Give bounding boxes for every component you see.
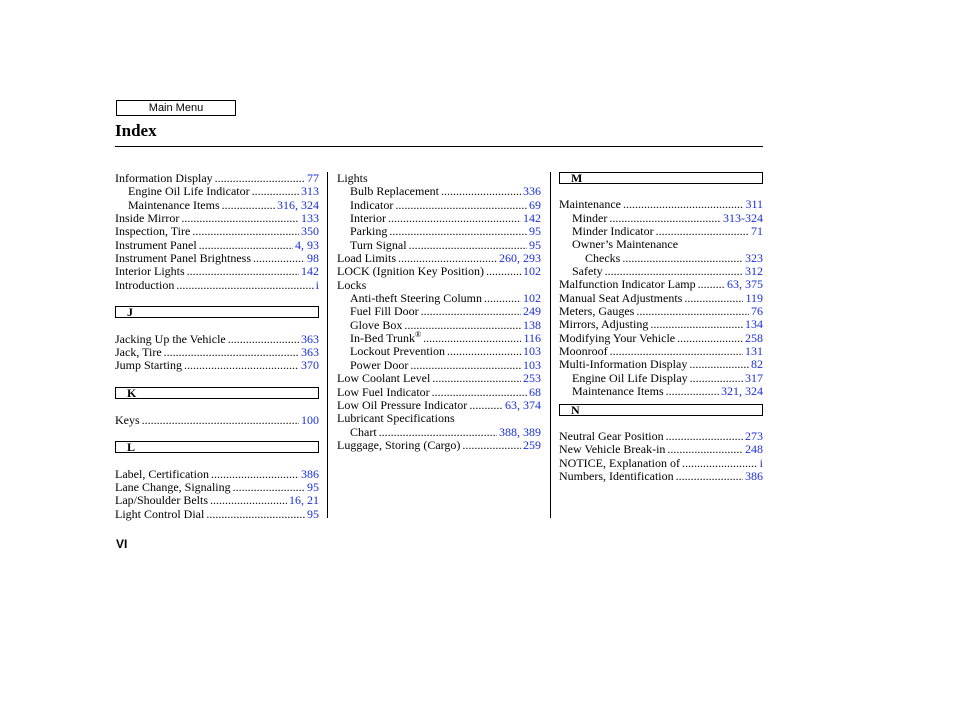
index-entry[interactable] xyxy=(337,185,541,198)
index-entry[interactable] xyxy=(337,199,541,212)
page-link[interactable]: 95 xyxy=(529,224,541,239)
leader-dots xyxy=(398,252,497,265)
index-entry[interactable] xyxy=(337,292,541,305)
page-link[interactable]: 138 xyxy=(523,317,541,332)
entry-label: Jack, Tire xyxy=(115,345,162,360)
page-link[interactable]: 95 xyxy=(307,506,319,521)
index-entry xyxy=(337,279,541,292)
index-entry[interactable] xyxy=(559,385,763,398)
letter-header-j: J xyxy=(115,306,319,318)
index-entry xyxy=(337,412,541,425)
leader-dots xyxy=(389,225,527,238)
page-link[interactable]: 82 xyxy=(751,357,763,372)
page-link[interactable]: 248 xyxy=(745,442,763,457)
index-entry[interactable] xyxy=(115,346,319,359)
entry-label: Power Door xyxy=(350,357,409,372)
entries-i xyxy=(115,172,319,292)
leader-dots xyxy=(233,481,305,494)
page-link[interactable]: 323 xyxy=(745,250,763,265)
leader-dots xyxy=(210,494,287,507)
index-entry[interactable] xyxy=(559,345,763,358)
entry-label: Interior xyxy=(350,211,386,226)
index-entry[interactable] xyxy=(559,198,763,211)
letter-header-k: K xyxy=(115,387,319,399)
index-entry[interactable] xyxy=(115,239,319,252)
entry-label: Lane Change, Signaling xyxy=(115,479,231,494)
index-entry[interactable] xyxy=(559,457,763,470)
leader-dots xyxy=(395,199,527,212)
page-link[interactable]: 134 xyxy=(745,317,763,332)
leader-dots xyxy=(484,292,521,305)
entries-l xyxy=(115,468,319,521)
entry-label: Mirrors, Adjusting xyxy=(559,317,649,332)
index-entry[interactable] xyxy=(115,185,319,198)
entry-label: Jump Starting xyxy=(115,358,183,373)
entry-label: New Vehicle Break-in xyxy=(559,442,666,457)
page-link[interactable]: 95 xyxy=(307,479,319,494)
entry-label: Chart xyxy=(350,424,377,439)
entry-label: In-Bed Trunk® xyxy=(350,330,422,346)
leader-dots xyxy=(142,414,299,427)
entries-l-continued xyxy=(337,172,541,452)
page-link[interactable]: 119 xyxy=(745,290,763,305)
page-link[interactable]: 102 xyxy=(523,264,541,279)
index-entry[interactable] xyxy=(115,225,319,238)
page-link[interactable]: 103 xyxy=(523,344,541,359)
index-entry[interactable] xyxy=(337,305,541,318)
page-link[interactable]: 249 xyxy=(523,304,541,319)
entry-label: Information Display xyxy=(115,171,213,185)
entry-label: Instrument Panel Brightness xyxy=(115,251,251,266)
page-link[interactable]: 313 xyxy=(301,184,319,199)
page-link[interactable]: 350 xyxy=(301,224,319,239)
entry-label: Multi-Information Display xyxy=(559,357,688,372)
page-link[interactable]: 312 xyxy=(745,264,763,279)
entry-label: Locks xyxy=(337,277,367,292)
index-entry[interactable] xyxy=(337,399,541,412)
entry-label: Bulb Replacement xyxy=(350,184,439,199)
leader-dots xyxy=(441,185,521,198)
leader-dots xyxy=(636,305,749,318)
entry-label: Maintenance xyxy=(559,197,621,212)
leader-dots xyxy=(222,199,275,212)
entry-label: Load Limits xyxy=(337,251,396,266)
leader-dots xyxy=(388,212,521,225)
column-divider-1 xyxy=(327,172,328,518)
index-entry[interactable] xyxy=(559,358,763,371)
leader-dots xyxy=(421,305,521,318)
entry-label: Meters, Gauges xyxy=(559,304,635,319)
leader-dots xyxy=(404,319,521,332)
page-link[interactable]: 258 xyxy=(745,330,763,345)
leader-dots xyxy=(666,430,743,443)
page-link[interactable]: 98 xyxy=(307,251,319,266)
page-link[interactable]: 131 xyxy=(745,344,763,359)
entry-label: Manual Seat Adjustments xyxy=(559,290,683,305)
index-entry[interactable] xyxy=(337,386,541,399)
page-link[interactable]: 386 xyxy=(301,466,319,481)
index-entry[interactable] xyxy=(559,305,763,318)
leader-dots xyxy=(423,332,521,345)
index-entry[interactable] xyxy=(115,252,319,265)
entry-label: Parking xyxy=(350,224,388,239)
leader-dots xyxy=(432,372,521,385)
page-link[interactable]: 4, 93 xyxy=(295,237,319,252)
page-link[interactable]: 316, 324 xyxy=(277,197,319,212)
entry-label: Low Coolant Level xyxy=(337,371,431,386)
leader-dots xyxy=(684,292,743,305)
page-link[interactable]: i xyxy=(759,455,763,470)
entry-label: Engine Oil Life Display xyxy=(572,370,688,385)
entry-label: Maintenance Items xyxy=(572,384,664,399)
index-entry[interactable] xyxy=(337,225,541,238)
page-link[interactable]: 102 xyxy=(523,291,541,306)
entry-label: Neutral Gear Position xyxy=(559,428,664,443)
leader-dots xyxy=(252,185,299,198)
index-entry[interactable] xyxy=(337,252,541,265)
leader-dots xyxy=(409,239,527,252)
index-entry[interactable] xyxy=(115,265,319,278)
leader-dots xyxy=(469,399,503,412)
entry-label: Modifying Your Vehicle xyxy=(559,330,676,345)
entry-label: Maintenance Items xyxy=(128,197,220,212)
leader-dots xyxy=(676,470,743,483)
index-entry[interactable] xyxy=(559,318,763,331)
index-entry[interactable] xyxy=(559,265,763,278)
entry-label: Owner’s Maintenance xyxy=(572,237,679,252)
leader-dots xyxy=(410,359,521,372)
page-link[interactable]: 76 xyxy=(751,304,763,319)
entry-label: Safety xyxy=(572,264,603,279)
leader-dots xyxy=(228,333,299,346)
page-link[interactable]: 317 xyxy=(745,370,763,385)
entry-label: Lights xyxy=(337,171,368,185)
page-link[interactable]: 370 xyxy=(301,358,319,373)
entry-label: Inside Mirror xyxy=(115,211,180,226)
column-divider-2 xyxy=(550,172,551,518)
index-entry[interactable] xyxy=(559,470,763,483)
index-entry[interactable] xyxy=(115,508,319,521)
page-link[interactable]: 63, 374 xyxy=(505,397,541,412)
entry-label: Fuel Fill Door xyxy=(350,304,419,319)
index-entry[interactable] xyxy=(559,372,763,385)
registered-mark: ® xyxy=(415,330,422,340)
leader-dots xyxy=(432,386,527,399)
leader-dots xyxy=(609,212,721,225)
leader-dots xyxy=(623,198,743,211)
entries-m xyxy=(559,198,763,398)
entry-label: Lockout Prevention xyxy=(350,344,445,359)
index-column-3 xyxy=(559,172,763,483)
page-link[interactable]: 273 xyxy=(745,428,763,443)
page-link[interactable]: i xyxy=(315,277,319,292)
entry-label: Minder xyxy=(572,210,608,225)
main-menu-button[interactable]: Main Menu xyxy=(116,100,236,116)
entry-label: Numbers, Identification xyxy=(559,468,674,483)
entry-label: Indicator xyxy=(350,197,394,212)
index-entry[interactable] xyxy=(115,172,319,185)
entry-label: LOCK (Ignition Key Position) xyxy=(337,264,484,279)
letter-header-l: L xyxy=(115,441,319,453)
page-link[interactable]: 116 xyxy=(523,331,541,346)
leader-dots xyxy=(486,265,521,278)
entry-label: Label, Certification xyxy=(115,466,209,481)
index-entry xyxy=(559,238,763,251)
entry-label: Luggage, Storing (Cargo) xyxy=(337,437,461,452)
entry-label: Turn Signal xyxy=(350,237,407,252)
leader-dots xyxy=(677,332,743,345)
entry-label: Low Fuel Indicator xyxy=(337,384,430,399)
index-entry[interactable] xyxy=(337,332,541,345)
entries-k xyxy=(115,414,319,427)
leader-dots xyxy=(690,372,743,385)
page-link[interactable]: 386 xyxy=(745,468,763,483)
leader-dots xyxy=(689,358,749,371)
page-link[interactable]: 77 xyxy=(307,171,319,185)
page-title: Index xyxy=(115,121,157,140)
index-entry[interactable] xyxy=(559,332,763,345)
leader-dots xyxy=(650,318,743,331)
page-link[interactable]: 100 xyxy=(301,412,319,427)
entries-n xyxy=(559,430,763,483)
leader-dots xyxy=(181,212,299,225)
entry-label: Lap/Shoulder Belts xyxy=(115,493,208,508)
index-entry[interactable] xyxy=(115,414,319,427)
leader-dots xyxy=(184,359,299,372)
page-link[interactable]: 63, 375 xyxy=(727,277,763,292)
page-link[interactable]: 142 xyxy=(523,211,541,226)
leader-dots xyxy=(462,439,521,452)
entry-label: Inspection, Tire xyxy=(115,224,191,239)
page-number: VI xyxy=(116,537,128,551)
index-entry[interactable] xyxy=(337,212,541,225)
page-link[interactable]: 133 xyxy=(301,211,319,226)
index-entry[interactable] xyxy=(115,359,319,372)
leader-dots xyxy=(164,346,299,359)
leader-dots xyxy=(610,345,743,358)
page-link[interactable]: 68 xyxy=(529,384,541,399)
index-entry[interactable] xyxy=(115,333,319,346)
leader-dots xyxy=(206,508,305,521)
page-link[interactable]: 363 xyxy=(301,331,319,346)
index-entry[interactable] xyxy=(115,212,319,225)
index-entry[interactable] xyxy=(559,252,763,265)
index-entry[interactable] xyxy=(559,278,763,291)
entries-j xyxy=(115,333,319,373)
index-entry[interactable] xyxy=(115,199,319,212)
page-link[interactable]: 69 xyxy=(529,197,541,212)
letter-header-m: M xyxy=(559,172,763,184)
index-entry[interactable] xyxy=(115,494,319,507)
page-link[interactable]: 142 xyxy=(301,264,319,279)
leader-dots xyxy=(199,239,293,252)
index-column-1 xyxy=(115,172,319,521)
index-entry[interactable] xyxy=(337,239,541,252)
page-link[interactable]: 16, 21 xyxy=(289,493,319,508)
leader-dots xyxy=(605,265,743,278)
index-entry[interactable] xyxy=(559,292,763,305)
page-link[interactable]: 363 xyxy=(301,345,319,360)
entry-label: Keys xyxy=(115,412,140,427)
entry-label: Minder Indicator xyxy=(572,224,654,239)
entry-label: Low Oil Pressure Indicator xyxy=(337,397,468,412)
page-link[interactable]: 95 xyxy=(529,237,541,252)
leader-dots xyxy=(447,345,521,358)
entry-label: Light Control Dial xyxy=(115,506,205,521)
index-entry[interactable] xyxy=(337,359,541,372)
page-link[interactable]: 260, 293 xyxy=(499,251,541,266)
entry-label: Moonroof xyxy=(559,344,608,359)
page-link[interactable]: 103 xyxy=(523,357,541,372)
leader-dots xyxy=(682,457,758,470)
leader-dots xyxy=(215,172,305,185)
page-link[interactable]: 253 xyxy=(523,371,541,386)
entry-label: Anti-theft Steering Column xyxy=(350,291,482,306)
leader-dots xyxy=(667,443,743,456)
page-link[interactable]: 388, 389 xyxy=(499,424,541,439)
index-entry[interactable] xyxy=(337,345,541,358)
page-link[interactable]: 336 xyxy=(523,184,541,199)
entry-label: Instrument Panel xyxy=(115,237,197,252)
entry-label: Glove Box xyxy=(350,317,403,332)
entry-label: Lubricant Specifications xyxy=(337,411,455,426)
leader-dots xyxy=(211,468,299,481)
title-divider xyxy=(115,146,763,147)
index-entry[interactable] xyxy=(337,265,541,278)
index-entry[interactable] xyxy=(337,439,541,452)
page-link[interactable]: 313-324 xyxy=(723,210,763,225)
page-link[interactable]: 311 xyxy=(745,197,763,212)
leader-dots xyxy=(666,385,719,398)
leader-dots xyxy=(379,426,497,439)
page-link[interactable]: 321, 324 xyxy=(721,384,763,399)
index-entry[interactable] xyxy=(559,430,763,443)
entry-label: Jacking Up the Vehicle xyxy=(115,331,226,346)
leader-dots xyxy=(253,252,305,265)
leader-dots xyxy=(192,225,299,238)
index-entry[interactable] xyxy=(559,212,763,225)
index-entry xyxy=(337,172,541,185)
page-link[interactable]: 259 xyxy=(523,437,541,452)
index-column-2 xyxy=(337,172,541,452)
leader-dots xyxy=(622,252,743,265)
index-entry[interactable] xyxy=(337,372,541,385)
leader-dots xyxy=(176,279,313,292)
letter-header-n: N xyxy=(559,404,763,416)
entry-label: Interior Lights xyxy=(115,264,185,279)
index-entry[interactable] xyxy=(337,426,541,439)
leader-dots xyxy=(656,225,749,238)
index-entry[interactable] xyxy=(115,481,319,494)
leader-dots xyxy=(698,278,725,291)
page-link[interactable]: 71 xyxy=(751,224,763,239)
index-entry[interactable] xyxy=(559,225,763,238)
entry-label: Engine Oil Life Indicator xyxy=(128,184,250,199)
entry-label: Introduction xyxy=(115,277,175,292)
index-entry[interactable] xyxy=(559,443,763,456)
entry-label: Malfunction Indicator Lamp xyxy=(559,277,696,292)
index-entry[interactable] xyxy=(115,279,319,292)
entry-label: NOTICE, Explanation of xyxy=(559,455,680,470)
index-entry[interactable] xyxy=(115,468,319,481)
leader-dots xyxy=(187,265,299,278)
entry-label: Checks xyxy=(585,250,621,265)
